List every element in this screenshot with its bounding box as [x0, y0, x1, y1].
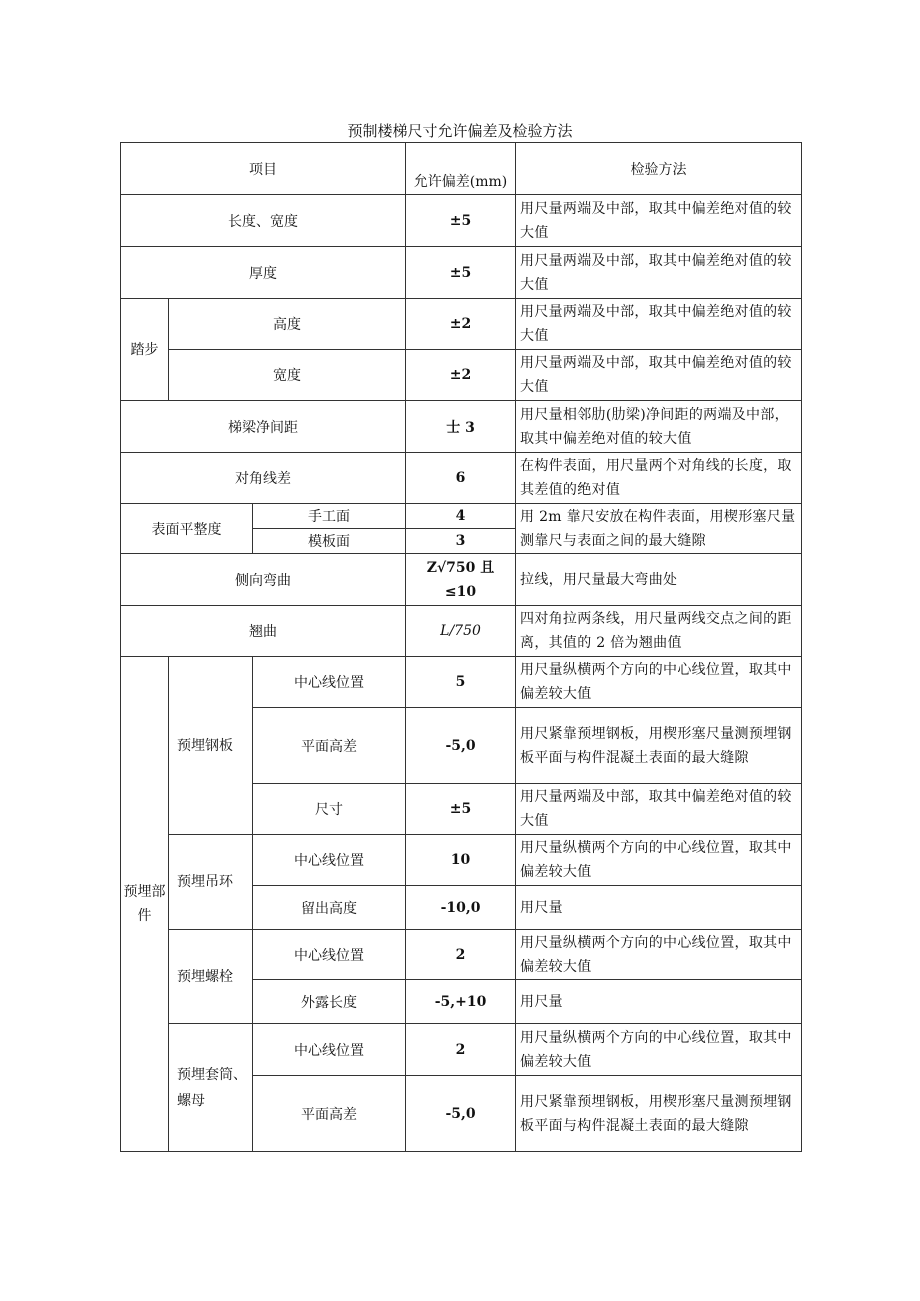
document-title: 预制楼梯尺寸允许偏差及检验方法	[347, 122, 573, 140]
table-row	[121, 350, 802, 401]
tolerance-value: 5	[406, 657, 516, 708]
item-label: 手工面	[253, 504, 406, 529]
tolerance-value: ±5	[406, 195, 516, 247]
method-text: 用尺量相邻肋(肋梁)净间距的两端及中部，取其中偏差绝对值的较大值	[516, 401, 802, 453]
header-method: 检验方法	[516, 143, 802, 195]
tolerance-value: ±2	[406, 299, 516, 350]
item-label: 翘曲	[121, 606, 406, 657]
item-label: 模板面	[253, 529, 406, 554]
tolerance-value: -5,0	[406, 1076, 516, 1152]
table-row	[121, 401, 802, 453]
method-text: 用尺量	[516, 886, 802, 930]
item-label: 留出高度	[253, 886, 406, 930]
method-text: 用尺紧靠预埋钢板，用楔形塞尺量测预埋钢板平面与构件混凝土表面的最大缝隙	[516, 1076, 802, 1152]
method-text: 用尺量	[516, 980, 802, 1024]
tolerance-value: -10,0	[406, 886, 516, 930]
table-row	[121, 1024, 802, 1076]
method-text: 用尺量纵横两个方向的中心线位置，取其中偏差较大值	[516, 930, 802, 980]
method-text: 用尺量纵横两个方向的中心线位置，取其中偏差较大值	[516, 657, 802, 708]
method-text: 用尺量两端及中部，取其中偏差绝对值的较大值	[516, 195, 802, 247]
method-text: 用尺量两端及中部，取其中偏差绝对值的较大值	[516, 247, 802, 299]
tolerance-value: 2	[406, 930, 516, 980]
tolerance-value: ±5	[406, 247, 516, 299]
subgroup-label-ring: 预埋吊环	[169, 835, 253, 930]
subgroup-label-sleeve: 预埋套筒、螺母	[169, 1024, 253, 1152]
item-label: 梯梁净间距	[121, 401, 406, 453]
item-label: 对角线差	[121, 453, 406, 504]
method-text: 用尺紧靠预埋钢板，用楔形塞尺量测预埋钢板平面与构件混凝土表面的最大缝隙	[516, 708, 802, 784]
table-row	[121, 247, 802, 299]
item-label: 中心线位置	[253, 835, 406, 886]
method-text: 四对角拉两条线，用尺量两线交点之间的距离，其值的 2 倍为翘曲值	[516, 606, 802, 657]
table-row	[121, 195, 802, 247]
table-row	[121, 504, 802, 529]
tolerance-value: 2	[406, 1024, 516, 1076]
item-label: 中心线位置	[253, 930, 406, 980]
method-text: 用 2m 靠尺安放在构件表面，用楔形塞尺量测靠尺与表面之间的最大缝隙	[516, 504, 802, 554]
group-label-step: 踏步	[121, 299, 169, 401]
table-row	[121, 657, 802, 708]
item-label: 外露长度	[253, 980, 406, 1024]
table-row	[121, 835, 802, 886]
tolerance-value: -5,+10	[406, 980, 516, 1024]
tolerance-value: Z√750 且≤10	[406, 554, 516, 606]
item-label: 中心线位置	[253, 657, 406, 708]
item-label: 宽度	[169, 350, 406, 401]
table-row	[121, 606, 802, 657]
header-row	[121, 143, 802, 195]
item-label: 平面高差	[253, 708, 406, 784]
method-text: 用尺量两端及中部，取其中偏差绝对值的较大值	[516, 350, 802, 401]
tolerance-value: 士 3	[406, 401, 516, 453]
method-text: 在构件表面，用尺量两个对角线的长度，取其差值的绝对值	[516, 453, 802, 504]
method-text: 用尺量两端及中部，取其中偏差绝对值的较大值	[516, 299, 802, 350]
method-text: 用尺量纵横两个方向的中心线位置，取其中偏差较大值	[516, 835, 802, 886]
tolerance-value: 3	[406, 529, 516, 554]
group-label-embedded: 预埋部件	[121, 657, 169, 1152]
subgroup-label-bolt: 预埋螺栓	[169, 930, 253, 1024]
item-label: 高度	[169, 299, 406, 350]
tolerance-table	[120, 142, 802, 1152]
header-item: 项目	[121, 143, 406, 195]
method-text: 用尺量两端及中部，取其中偏差绝对值的较大值	[516, 784, 802, 835]
method-text: 用尺量纵横两个方向的中心线位置，取其中偏差较大值	[516, 1024, 802, 1076]
tolerance-value: 10	[406, 835, 516, 886]
item-label: 侧向弯曲	[121, 554, 406, 606]
header-tolerance: 允许偏差(mm)	[406, 143, 516, 195]
tolerance-value: L/750	[406, 606, 516, 657]
method-text: 拉线，用尺量最大弯曲处	[516, 554, 802, 606]
tolerance-value: 6	[406, 453, 516, 504]
tolerance-value: -5,0	[406, 708, 516, 784]
item-label: 中心线位置	[253, 1024, 406, 1076]
tolerance-value: ±2	[406, 350, 516, 401]
tolerance-value: 4	[406, 504, 516, 529]
table-row	[121, 930, 802, 980]
table-row	[121, 554, 802, 606]
item-label: 尺寸	[253, 784, 406, 835]
table-row	[121, 299, 802, 350]
subgroup-label-plate: 预埋钢板	[169, 657, 253, 835]
group-label-flatness: 表面平整度	[121, 504, 253, 554]
item-label: 平面高差	[253, 1076, 406, 1152]
item-label: 长度、宽度	[121, 195, 406, 247]
item-label: 厚度	[121, 247, 406, 299]
table-row	[121, 453, 802, 504]
tolerance-value: ±5	[406, 784, 516, 835]
